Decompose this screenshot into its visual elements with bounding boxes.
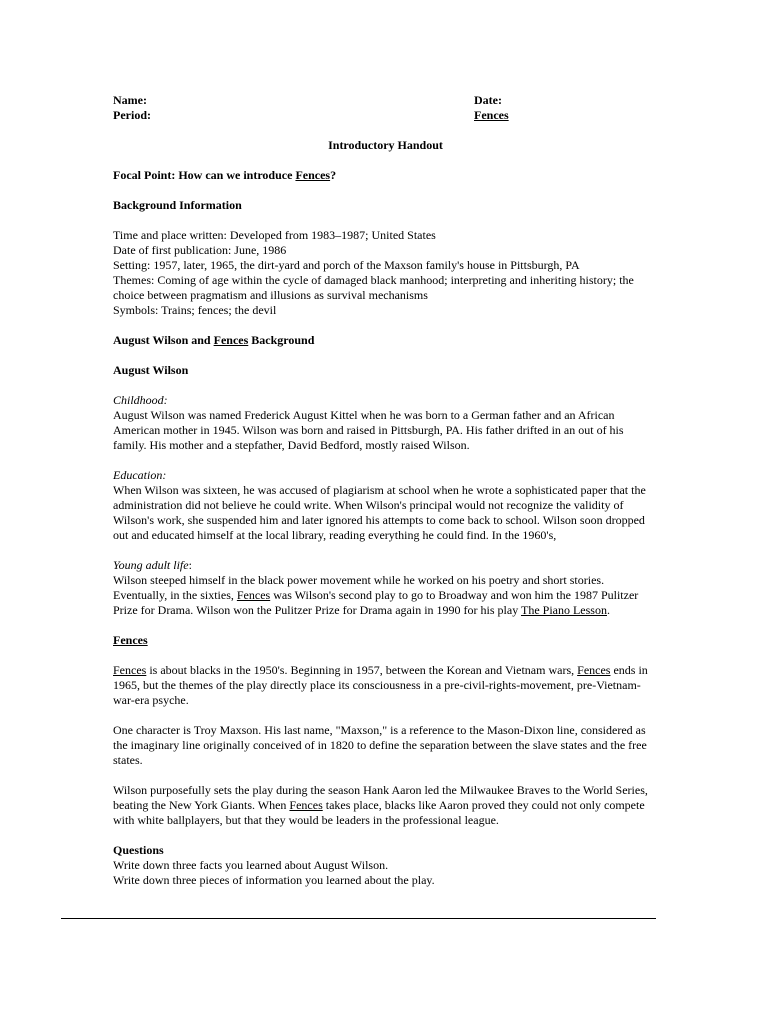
handout-content xyxy=(113,93,658,888)
fences-p3-text-2: takes place, blacks like Aaron proved they could not only compete with white ballplayers, but that they would be leaders in the professional league. xyxy=(113,798,645,827)
childhood-label: Childhood: xyxy=(113,393,168,407)
fences-heading: Fences xyxy=(113,633,148,647)
background-line: Time and place written: Developed from 1983–1987; United States xyxy=(113,228,436,242)
young-adult-title-fences: Fences xyxy=(236,588,271,602)
childhood-text: August Wilson was named Frederick August Kittel when he was born to a German father and an African American mother in 1945. Wilson was born and raised in Pittsburgh, PA. His father drifted in an out of his family. His mother and a stepfather, David Bedford, mostly raised Wilson. xyxy=(113,408,624,452)
fences-p1-text-1: is about blacks in the 1950's. Beginning in 1957, between the Korean and Vietnam wars, xyxy=(146,663,578,677)
questions-heading: Questions xyxy=(113,843,164,857)
august-wilson-fences-heading xyxy=(113,333,658,348)
background-line: Date of first publication: June, 1986 xyxy=(113,243,287,257)
aw-heading-prefix: August Wilson and xyxy=(113,333,214,347)
period-label: Period: xyxy=(113,108,151,122)
focal-point-prefix: Focal Point: How can we introduce xyxy=(113,168,296,182)
young-adult-text-1: Wilson steeped himself in the black power movement while he worked on his poetry and short stories. Eventually, in the sixties, xyxy=(113,573,605,602)
education-label: Education: xyxy=(113,468,167,482)
education-text: When Wilson was sixteen, he was accused of plagiarism at school when he wrote a sophisticated paper that the administration did not believe he could write. When Wilson's principal would not recognize the validity of Wilson's work, she suspended him and later ignored his attempts to come back to school. Wilson soon dropped out and educated himself at the local library, reading everything he could find. In the 1960's, xyxy=(113,483,646,542)
fences-p1-text-2: ends in 1965, but the themes of the play directly place its consciousness in a pre-civil-rights-movement, pre-Vietnam-war-era psyche. xyxy=(113,663,648,707)
name-label: Name: xyxy=(113,93,147,107)
aw-heading-suffix: Background xyxy=(248,333,315,347)
young-adult-label-line xyxy=(113,558,658,573)
fences-p1-title-1: Fences xyxy=(113,663,147,677)
header-play-title: Fences xyxy=(474,108,509,122)
fences-p3-text-1: Wilson purposefully sets the play during the season Hank Aaron led the Milwaukee Braves to the World Series, beating the New York Giants. When xyxy=(113,783,648,812)
young-adult-text xyxy=(113,573,658,618)
background-heading: Background Information xyxy=(113,198,242,212)
fences-paragraph-3 xyxy=(113,783,658,828)
fences-paragraph-1 xyxy=(113,663,658,708)
august-wilson-subheading: August Wilson xyxy=(113,363,189,377)
fences-p3-title: Fences xyxy=(289,798,323,812)
focal-point-title: Fences xyxy=(295,168,331,182)
fences-p1-title-2: Fences xyxy=(577,663,611,677)
young-adult-text-2: was Wilson's second play to go to Broadway and won him the 1987 Pulitzer Prize for Drama. Wilson won the Pulitzer Prize for Drama again in 1990 for his play xyxy=(113,588,639,617)
young-adult-colon: : xyxy=(188,558,192,572)
footer-divider xyxy=(61,918,656,919)
background-line: Themes: Coming of age within the cycle of damaged black manhood; interpreting and inheriting history; the choice between pragmatism and illusions as survival mechanisms xyxy=(113,273,634,302)
background-line: Symbols: Trains; fences; the devil xyxy=(113,303,277,317)
young-adult-text-3: . xyxy=(606,603,610,617)
background-line: Setting: 1957, later, 1965, the dirt-yard and porch of the Maxson family's house in Pittsburgh, PA xyxy=(113,258,580,272)
header-row-2 xyxy=(113,108,658,123)
focal-point-suffix: ? xyxy=(330,168,337,182)
date-label: Date: xyxy=(474,93,502,107)
young-adult-title-piano-lesson: The Piano Lesson xyxy=(520,603,607,617)
fences-paragraph-2: One character is Troy Maxson. His last name, "Maxson," is a reference to the Mason-Dixon line, considered as the imaginary line originally conceived of in 1820 to define the separation between the slave states and the free states. xyxy=(113,723,647,767)
young-adult-label: Young adult life xyxy=(113,558,189,572)
aw-heading-title: Fences xyxy=(213,333,249,347)
handout-title: Introductory Handout xyxy=(328,138,443,152)
focal-point xyxy=(113,168,658,183)
question-item: Write down three pieces of information you learned about the play. xyxy=(113,873,435,887)
question-item: Write down three facts you learned about August Wilson. xyxy=(113,858,389,872)
header-row-1 xyxy=(113,93,658,108)
